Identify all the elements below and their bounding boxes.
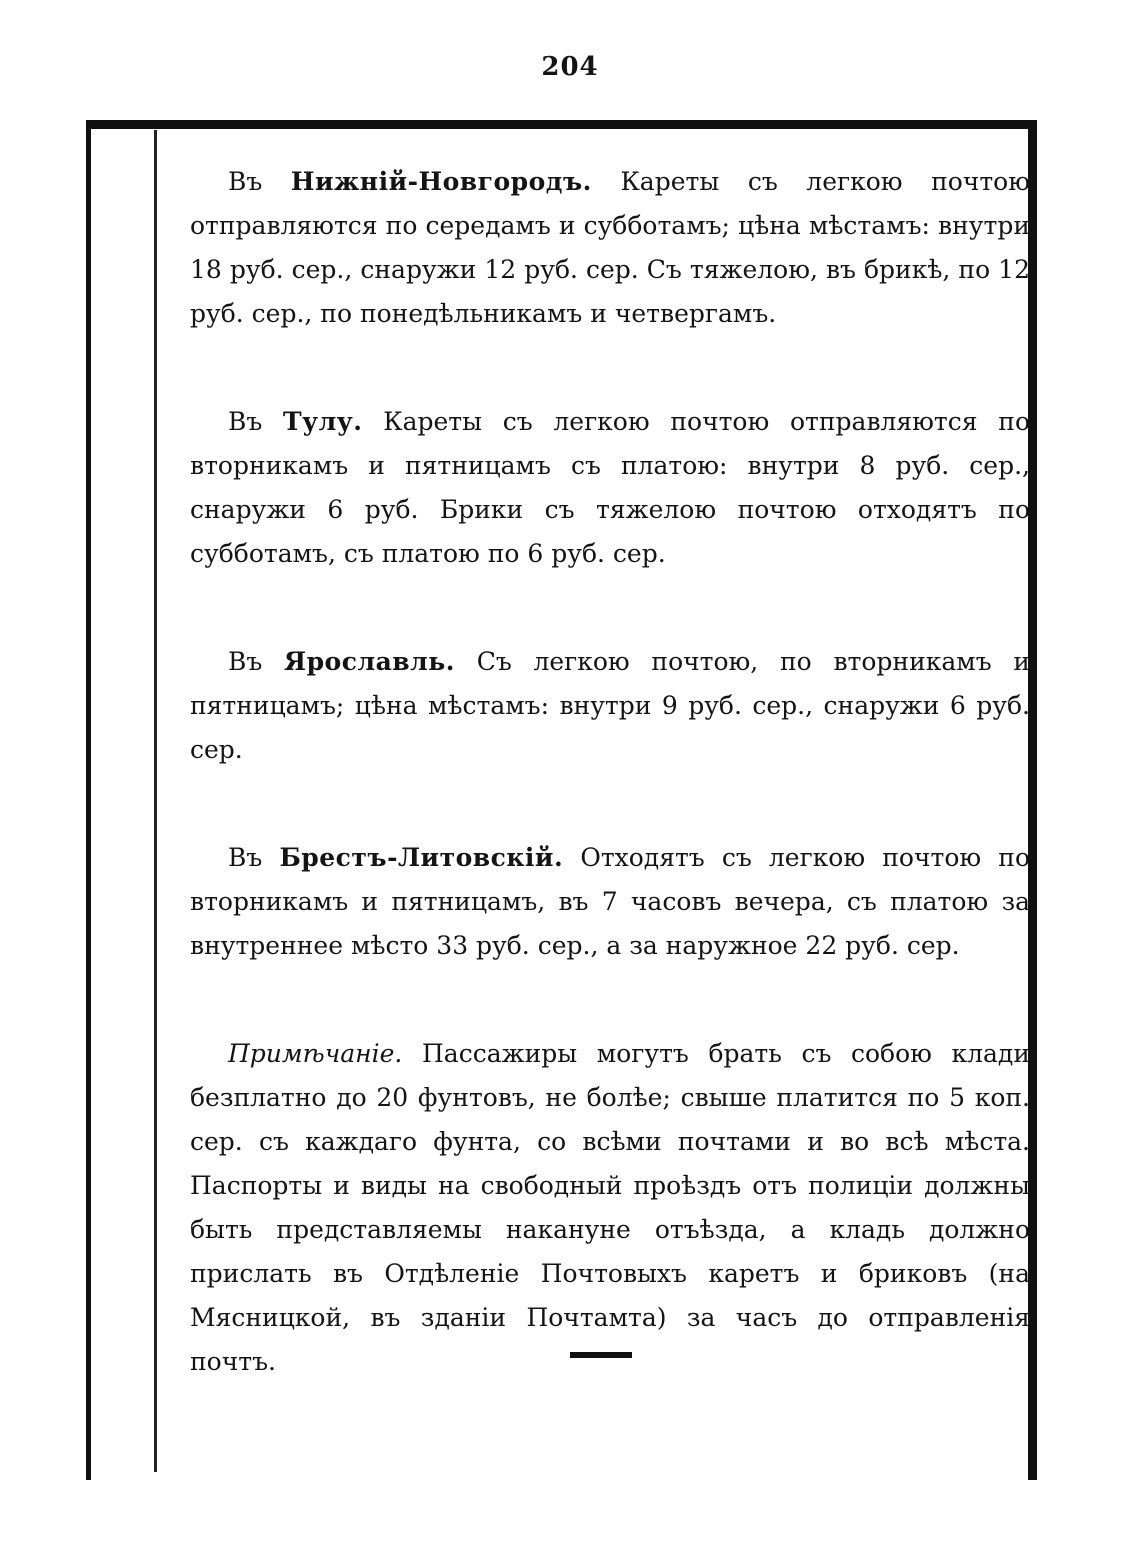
entry-tula — [190, 400, 1030, 576]
entry-text: Отходятъ съ легкою почтою по вторникамъ и пятницамъ, въ 7 часовъ вечера, съ платою за внутреннее мѣсто 33 руб. сер., а за наружное 22 руб. сер. — [190, 843, 1031, 960]
entry-nizhny-novgorod — [190, 160, 1030, 336]
entry-prefix: Въ — [228, 647, 263, 676]
end-of-text-rule — [570, 1352, 632, 1358]
frame-left-border — [86, 120, 91, 1480]
note-label: Примѣчаніе. — [228, 1039, 403, 1068]
note-text: Пассажиры могутъ брать съ собою клади безплатно до 20 фунтовъ, не болѣе; свыше платится по 5 коп. сер. съ каждаго фунта, со всѣми почтами и во всѣ мѣста. Паспорты и виды на свободный проѣздъ отъ полиціи должны быть представляемы накануне отъѣзда, а кладь должно прислать въ Отдѣленіе Почтовыхъ каретъ и бриковъ (на Мясницкой, въ зданіи Почтамта) за часъ до отправленія почтъ. — [190, 1039, 1030, 1376]
entry-text: Кареты съ легкою почтою отправляются по середамъ и субботамъ; цѣна мѣстамъ: внутри 18 руб. сер., снаружи 12 руб. сер. Съ тяжелою, въ брикѣ, по 12 руб. сер., по понедѣльникамъ и четвергамъ. — [190, 167, 1030, 328]
entry-brest-litovsk — [190, 836, 1030, 968]
note-paragraph — [190, 1032, 1030, 1384]
entry-city: Тулу. — [283, 407, 363, 436]
entry-city: Нижній-Новгородъ. — [290, 167, 592, 196]
entry-city: Брестъ-Литовскій. — [279, 843, 564, 872]
entry-text: Съ легкою почтою, по вторникамъ и пятницамъ; цѣна мѣстамъ: внутри 9 руб. сер., снаружи 6 руб. сер. — [190, 647, 1031, 764]
entry-prefix: Въ — [228, 167, 263, 196]
frame-top-border — [86, 120, 1034, 129]
page-body — [190, 160, 1030, 1384]
entry-text: Кареты съ легкою почтою отправляются по вторникамъ и пятницамъ съ платою: внутри 8 руб. сер., снаружи 6 руб. Брики съ тяжелою почтою отходятъ по субботамъ, съ платою по 6 руб. сер. — [190, 407, 1030, 568]
page-number: 204 — [541, 52, 599, 82]
inner-margin-rule — [154, 130, 157, 1472]
entry-prefix: Въ — [228, 407, 263, 436]
entry-prefix: Въ — [228, 843, 263, 872]
entry-city: Ярославль. — [284, 647, 455, 676]
entry-yaroslavl — [190, 640, 1030, 772]
